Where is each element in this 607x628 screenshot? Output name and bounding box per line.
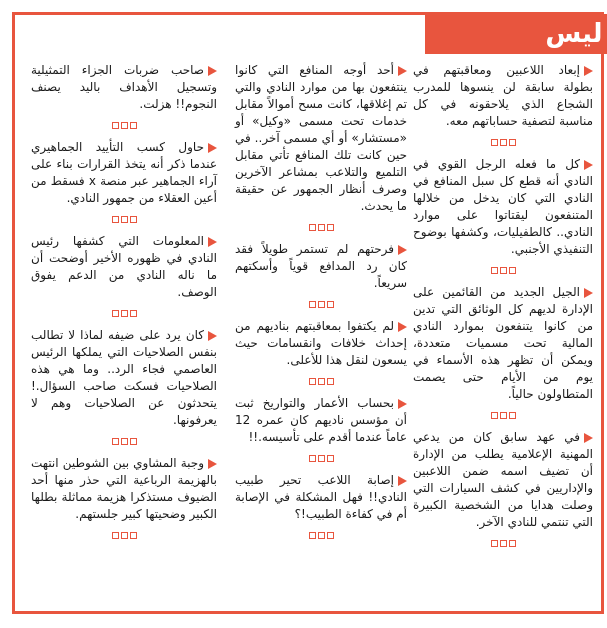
separator-squares <box>413 540 593 547</box>
triangle-bullet-icon <box>584 433 593 443</box>
separator-squares <box>235 301 407 308</box>
column-item: كان يرد على ضيفه لماذا لا تطالب بنفس الصلاحيات التي يملكها الرئيس العاصمي فجاء الرد.. وما هي هذه الصلاحيات فسكت صاحب السؤال.! يتحدثون عن الصلاحيات وهم لا يعرفونها. <box>31 328 217 427</box>
column-item: إصابة اللاعب تحير طبيب النادي!! فهل المشكلة في الإصابة أم في كفاءة الطبيب!؟ <box>235 473 407 521</box>
separator-squares <box>235 532 407 539</box>
separator-squares <box>31 122 217 129</box>
column-item: حاول كسب التأييد الجماهيري عندما ذكر أنه يتخذ القرارات بناء على آراء الجماهير عبر منصة x فسقط من أعين العقلاء من جمهور النادي. <box>31 140 217 205</box>
separator-squares <box>31 532 217 539</box>
triangle-bullet-icon <box>208 237 217 247</box>
separator-squares <box>235 224 407 231</box>
triangle-bullet-icon <box>208 143 217 153</box>
separator-squares <box>413 267 593 274</box>
separator-squares <box>235 455 407 462</box>
column-item: كل ما فعله الرجل القوي في النادي أنه قطع كل سبل المنافع في النادي التي كان يدخل من خلالها المتنفعون ليقتاتوا على موارد النادي.. كالطفيليات، وكشفها بوضوح التنفيذي الأجنبي. <box>413 157 593 256</box>
separator-squares <box>413 139 593 146</box>
column-item: المعلومات التي كشفها رئيس النادي في ظهوره الأخير أوضحت أن ما ناله النادي من الدعم يفوق الوصف. <box>31 234 217 299</box>
column-item: إبعاد اللاعبين ومعاقبتهم في بطولة سابقة لن ينسوها للمدرب الشجاع الذي يلاحقونه في كل مناسبة لتصفية حساباتهم معه. <box>413 63 593 128</box>
triangle-bullet-icon <box>208 331 217 341</box>
column-item: في عهد سابق كان من يدعي المهنية الإعلامية يطلب من الإدارة أن تضيف اسمه ضمن اللاعبين والإداريين في كشف السيارات التي وصلت هدايا من الشخصية الكبيرة التي تنتمي للنادي الآخر. <box>413 430 593 529</box>
column-item: بحساب الأعمار والتواريخ ثبت أن مؤسس ناديهم كان عمره 12 عاماً عندما أقدم على تأسيسه.!! <box>235 396 407 444</box>
separator-squares <box>31 310 217 317</box>
column-item: صاحب ضربات الجزاء التمثيلية وتسجيل الأهداف باليد يصنف النجوم!! هزلت. <box>31 63 217 111</box>
column-item: لم يكتفوا بمعاقبتهم بناديهم من إحداث خلافات وانقسامات حيث يسعون لنقل هذا للأعلى. <box>235 319 407 367</box>
triangle-bullet-icon <box>398 322 407 332</box>
separator-squares <box>413 412 593 419</box>
column-item: أحد أوجه المنافع التي كانوا ينتفعون بها من موارد النادي والتي تم إغلاقها، كانت مسح أموالاً مقابل خدمات تحت مسمى «وكيل» أو «مستشار» أو أي مسمى آخر.. في حين كانت تلك المنافع تأتي مقابل التلميع والتلاعب بمشاعر الآخرين وصرف أنظار الجمهور عن حقيقة ما يحدث. <box>235 63 407 213</box>
column-item: وجبة المشاوي بين الشوطين انتهت بالهزيمة الرباعية التي حذر منها أحد الضيوف مستذكرا هزيمة مماثلة بطلها الكبير وضحيتها كبير جلستهم. <box>31 456 217 521</box>
separator-squares <box>31 216 217 223</box>
separator-squares <box>31 438 217 445</box>
triangle-bullet-icon <box>398 476 407 486</box>
column-1 <box>413 62 593 557</box>
triangle-bullet-icon <box>398 399 407 409</box>
column-2 <box>235 62 407 549</box>
triangle-bullet-icon <box>584 288 593 298</box>
triangle-bullet-icon <box>398 245 407 255</box>
triangle-bullet-icon <box>398 66 407 76</box>
separator-squares <box>235 378 407 385</box>
triangle-bullet-icon <box>208 459 217 469</box>
column-item: الجيل الجديد من القائمين على الإدارة لديهم كل الوثائق التي تدين من كانوا يتنفعون بموارد النادي المالية تحت مسميات متعددة، ويمكن أن تظهر هذه الأسماء في يوم من الأيام حتى يصمت المتطاولون حالياً. <box>413 285 593 401</box>
column-item: فرحتهم لم تستمر طويلاً فقد كان رد المدافع قوياً وأسكتهم سريعاً. <box>235 242 407 290</box>
column-3 <box>31 62 217 549</box>
triangle-bullet-icon <box>584 160 593 170</box>
triangle-bullet-icon <box>208 66 217 76</box>
section-title: ليس <box>545 19 603 49</box>
triangle-bullet-icon <box>584 66 593 76</box>
